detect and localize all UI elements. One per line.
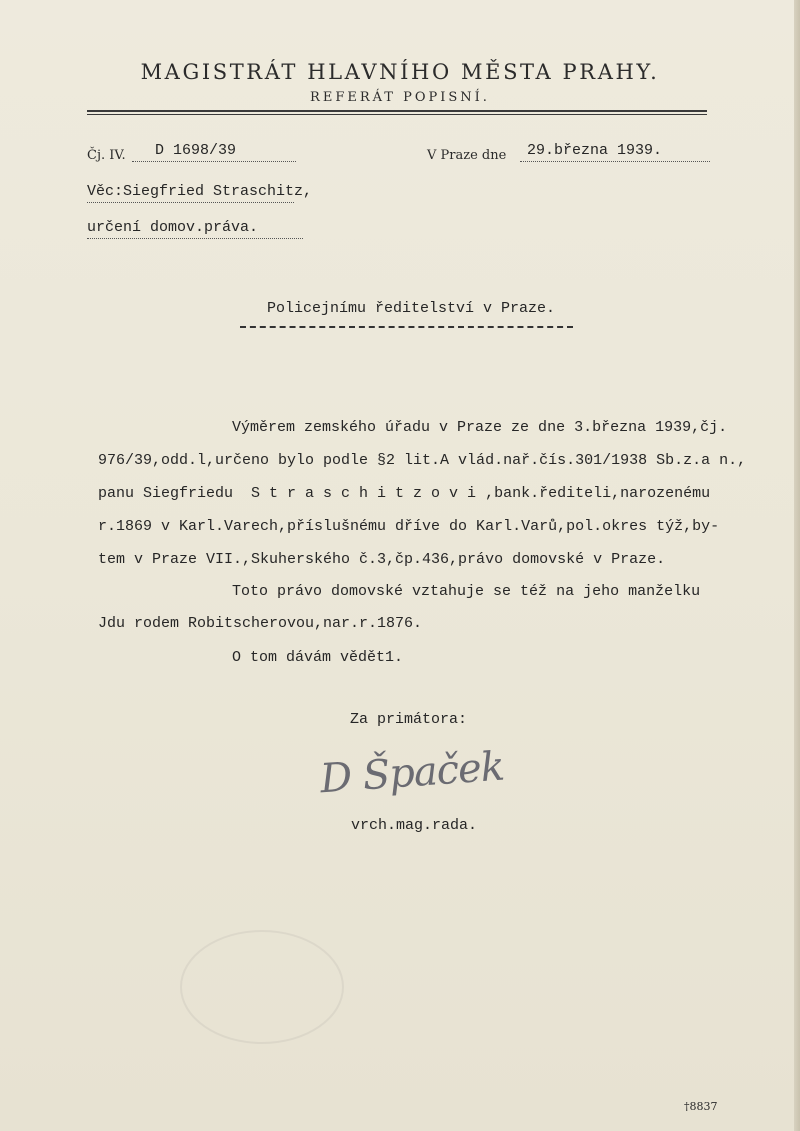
letterhead-rule: [87, 110, 707, 112]
letterhead-rule-thin: [87, 114, 707, 115]
letterhead-subtitle: REFERÁT POPISNÍ.: [310, 90, 490, 105]
date-value: 29.března 1939.: [527, 142, 663, 159]
body-line: Jdu rodem Robitscherovou,nar.r.1876.: [98, 615, 423, 632]
subject-dotted-line-2: [87, 238, 303, 239]
reference-number: D 1698/39: [155, 142, 237, 159]
body-line: Toto právo domovské vztahuje se též na jeho manželku: [160, 583, 701, 600]
reference-dotted-line: [132, 161, 296, 162]
faded-stamp: [180, 930, 344, 1044]
letterhead-title: MAGISTRÁT HLAVNÍHO MĚSTA PRAHY.: [140, 60, 660, 84]
signature: D Špaček: [318, 743, 506, 803]
body-line: r.1869 v Karl.Varech,příslušnému dříve do Karl.Varů,pol.okres týž,by-: [98, 518, 720, 535]
reference-label: Čj. IV.: [87, 148, 126, 163]
body-line: O tom dávám vědět1.: [160, 649, 404, 666]
body-line: 976/39,odd.l,určeno bylo podle §2 lit.A vlád.nař.čís.301/1938 Sb.z.a n.,: [98, 452, 747, 469]
page-edge: [794, 0, 800, 1131]
form-number: †8837: [684, 1100, 718, 1113]
date-dotted-line: [520, 161, 710, 162]
date-label: V Praze dne: [427, 148, 507, 163]
body-line: panu Siegfriedu S t r a s c h i t z o v i ,bank.řediteli,narozenému: [98, 485, 711, 502]
subject-dotted-line-1: [87, 202, 294, 203]
closing-title: vrch.mag.rada.: [351, 817, 478, 834]
recipient: Policejnímu ředitelství v Praze.: [267, 300, 556, 317]
body-line: Výměrem zemského úřadu v Praze ze dne 3.března 1939,čj.: [160, 419, 728, 436]
subject-line-1: Věc:Siegfried Straschitz,: [87, 183, 313, 200]
recipient-underline: [240, 326, 573, 328]
body-line: tem v Praze VII.,Skuherského č.3,čp.436,právo domovské v Praze.: [98, 551, 666, 568]
closing-for: Za primátora:: [350, 711, 468, 728]
subject-line-2: určení domov.práva.: [87, 219, 259, 236]
